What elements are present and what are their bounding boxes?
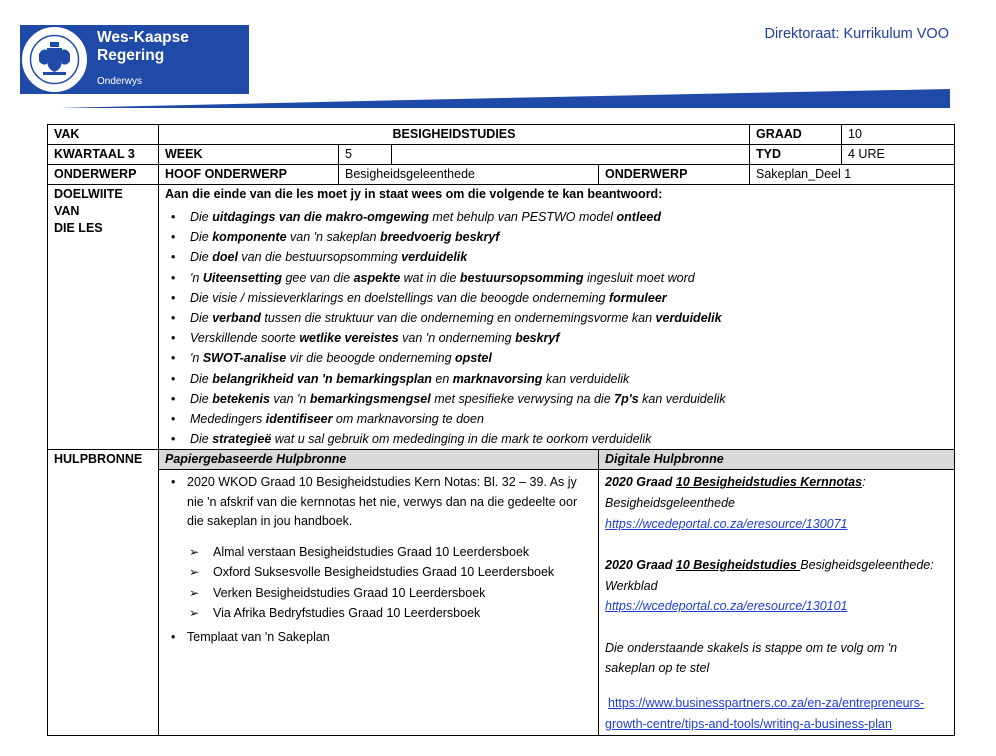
resource-reference: 2020 Graad 10 Besigheidstudies Kernnotas: [605,475,866,490]
list-item: • Verskillende soorte wetlike vereistes van 'n onderneming beskryf [190,328,948,348]
department-name: Onderwys [97,76,143,87]
term-label: KWARTAAL 3 [48,145,159,165]
list-item: • Die uitdagings van die makro-omgewing met behulp van PESTWO model ontleed [190,207,948,227]
row-objectives [48,185,955,450]
list-item: • Die verband tussen die struktuur van die onderneming en ondernemingsvorme kan verduidelik [190,308,948,328]
list-item: • Templaat van 'n Sakeplan [187,628,592,648]
directorate-label: Direktoraat: Kurrikulum VOO [764,26,949,42]
main-topic-label: HOOF ONDERWERP [159,165,339,185]
resource-link[interactable]: https://wcedeportal.co.za/eresource/130071 [605,516,848,531]
paper-resources-heading: Papiergebaseerde Hulpbronne [159,450,599,470]
resource-link[interactable]: https://www.businesspartners.co.za/en-za/entrepreneurs- [608,696,925,711]
list-item: ➢ Oxford Suksesvolle Besigheidstudies Graad 10 Leerdersboek [213,562,592,583]
row-term [48,145,955,165]
resource-subtitle: Besigheidsgeleenthede [605,496,735,511]
row-resources-heading [48,450,955,470]
topic-value: Sakeplan_Deel 1 [750,165,955,185]
topic-row-label: ONDERWERP [48,165,159,185]
resource-reference: 2020 Graad 10 Besigheidstudies Besigheidsgeleenthede: [605,558,934,573]
resource-subtitle: Werkblad [605,578,658,593]
list-item: • Mededingers identifiseer om marknavorsing te doen [190,409,948,429]
resource-note: Die onderstaande skakels is stappe om te volg om 'n sakeplan op te stel [605,640,898,676]
list-item: ➢ Almal verstaan Besigheidstudies Graad 10 Leerdersboek [213,542,592,563]
list-item: • Die strategieë wat u sal gebruik om mededinging in die mark te oorkom verduidelik [190,429,948,449]
grade-label: GRAAD [750,125,842,145]
textbook-list [187,542,592,624]
row-resources-content [48,470,955,736]
list-item: • 'n SWOT-analise vir die beoogde onderneming opstel [190,348,948,368]
grade-value: 10 [842,125,955,145]
week-label: WEEK [159,145,339,165]
objectives-list [165,207,948,449]
time-value: 4 URE [842,145,955,165]
digital-resources-heading: Digitale Hulpbronne [599,450,955,470]
resource-link[interactable]: growth-centre/tips-and-tools/writing-a-business-plan [605,716,892,731]
resources-label: HULPBRONNE [48,450,159,736]
lesson-plan-table [47,124,955,736]
objectives-label: DOELWIITE VAN DIE LES [48,185,159,450]
list-item: • Die belangrikheid van 'n bemarkingsplan en marknavorsing kan verduidelik [190,369,948,389]
objectives-content [159,185,955,450]
paper-resources-list [165,473,592,647]
subject-label: VAK [48,125,159,145]
resource-link[interactable]: https://wcedeportal.co.za/eresource/130101 [605,599,848,614]
coat-of-arms-icon [20,25,89,94]
digital-resources [599,470,955,736]
list-item: • 2020 WKOD Graad 10 Besigheidstudies Kern Notas: Bl. 32 – 39. As jy nie 'n afskrif van die kernnotas het nie, verwys dan na die gedeelte oor die sakeplan in jou handboek. ➢ Almal verstaan Besigheidstudies Graad 10 Leerdersboek ➢ Oxford Suksesvolle Besigheidstudies Graad 10 Leerdersboek ➢ Verken Besigheidstudies Graad 10 Leerdersboek ➢ Via Afrika Bedryfstudies Graad 10 Leerdersboek [187,473,592,624]
list-item: ➢ Verken Besigheidstudies Graad 10 Leerdersboek [213,583,592,604]
empty-cell [392,145,750,165]
list-item: • Die komponente van 'n sakeplan breedvoerig beskryf [190,227,948,247]
list-item: • Die doel van die bestuursopsomming verduidelik [190,247,948,267]
government-name: Wes-Kaapse Regering [97,29,189,64]
list-item: • Die visie / missieverklarings en doelstellings van die beoogde onderneming formuleer [190,288,948,308]
subject-value: BESIGHEIDSTUDIES [159,125,750,145]
paper-resources [159,470,599,736]
government-logo [20,25,249,94]
topic-label: ONDERWERP [599,165,750,185]
header-swoosh [60,86,950,110]
time-label: TYD [750,145,842,165]
week-value: 5 [339,145,392,165]
objectives-intro: Aan die einde van die les moet jy in staat wees om die volgende te kan beantwoord: [165,187,663,201]
row-topic [48,165,955,185]
list-item: • Die betekenis van 'n bemarkingsmengsel met spesifieke verwysing na die 7p's kan verduidelik [190,389,948,409]
row-subject [48,125,955,145]
main-topic-value: Besigheidsgeleenthede [339,165,599,185]
list-item: ➢ Via Afrika Bedryfstudies Graad 10 Leerdersboek [213,603,592,624]
list-item: • 'n Uiteensetting gee van die aspekte wat in die bestuursopsomming ingesluit moet word [190,268,948,288]
